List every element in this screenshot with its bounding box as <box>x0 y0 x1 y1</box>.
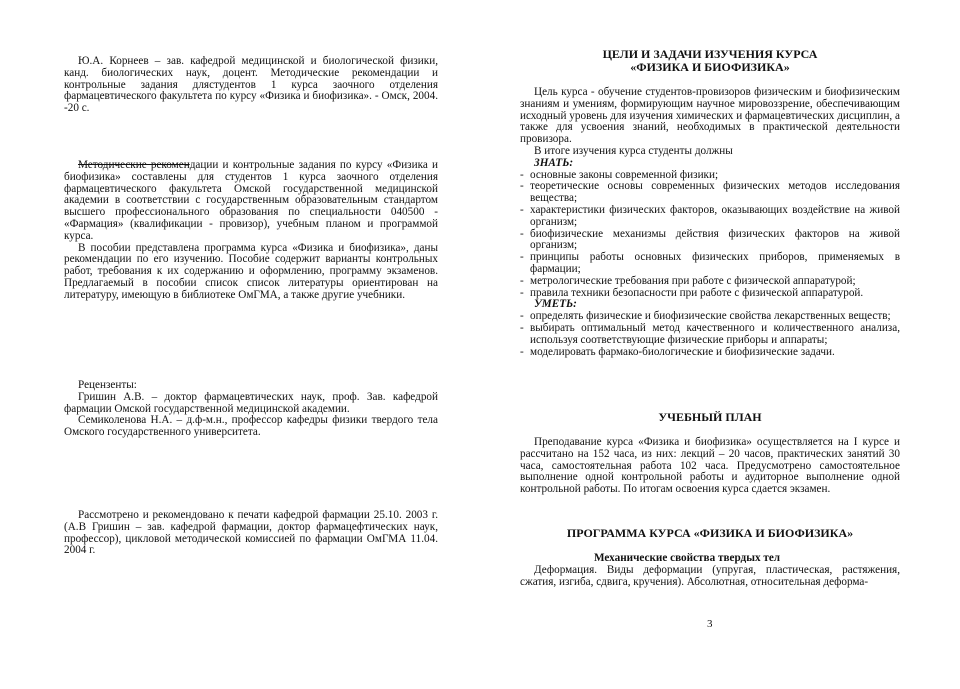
approval-block <box>64 510 438 557</box>
know-item: - метрологические требования при работе с физической аппаратурой; <box>520 276 900 288</box>
citation-text: Ю.А. Корнеев – зав. кафедрой медицинской и биологической физики, канд. биологических наук, доцент. Методические рекомендации и контрольные задания дляcтудентов 1 курса заочного отделения фармацевтического факультета по курсу «Физика и биофизика». - Омск, 2004. -20 с. <box>64 55 438 115</box>
program-block <box>520 553 900 588</box>
goals-intro: В итоге изучения курса студенты должны <box>534 144 733 157</box>
abstract-paragraph-1 <box>64 160 438 243</box>
can-label: УМЕТЬ: <box>534 298 577 311</box>
reviewer-2: Семиколенова Н.А. – д.ф-м.н., профессор кафедры физики твердого тела Омского государственного университета. <box>64 414 438 439</box>
right-page <box>480 0 960 689</box>
can-item: - выбирать оптимальный метод качественного и количественного анализа, используя соответствующие физические приборы и аппараты; <box>520 323 900 347</box>
plan-title: УЧЕБНЫЙ ПЛАН <box>658 410 762 424</box>
approval-text: Рассмотрено и рекомендовано к печати кафедрой фармации 25.10. 2003 г. (А.В Гришин – зав. кафедрой фармации, доктор фармацефтических наук, профессор), цикловой методической комиссией по фармации ОмГМА 11.04. 2004 г. <box>64 509 438 557</box>
plan-block <box>520 437 900 496</box>
plan-text: Преподавание курса «Физика и биофизика» осуществляется на I курсе и рассчитано на 152 часа, из них: лекций – 20 часов, практических занятий 30 часа, самостоятельная работа 102 часа. Предусмотрено самостоятельное выполнение одной контрольной работы и аудиторное выполнение одной контрольной работы. По итогам освоения курса сдается экзамен. <box>520 436 900 496</box>
citation-block <box>64 56 438 115</box>
know-item: - характеристики физических факторов, оказывающих воздействие на живой организм; <box>520 205 900 229</box>
page-number: 3 <box>707 618 713 630</box>
know-item: - правила техники безопасности при работе с физической аппаратурой. <box>520 288 900 300</box>
section-text: Деформация. Виды деформации (упругая, пластическая, растяжения, сжатия, изгиба, сдвига, кручения). Абсолютная, относительная деформа- <box>520 563 900 588</box>
goals-text: Цель курса - обучение студентов-провизоров физическим и биофизическим знаниям и умениям, формирующим научное мировоззрение, обеспечивающим исходный уровень для изучения химических и фармацевтических дисциплин, а также для усвоения знаний, необходимых в практической деятельности провизора. <box>520 86 900 146</box>
program-title: ПРОГРАММА КУРСА «ФИЗИКА И БИОФИЗИКА» <box>566 526 854 540</box>
can-item: - моделировать фармако-биологические и биофизические задачи. <box>520 347 900 359</box>
abstract-paragraph-2: В пособии представлена программа курса «Физика и биофизика», даны рекомендации по его изучению. Пособие содержит варианты контрольных работ, требования к их содержанию и оформлению, программу экзаменов. Предлагаемый в пособии список список литературы ориентирован на литературу, имеющую в библиотеке ОмГМА, а также другие учебники. <box>64 241 438 301</box>
abstract-text: дации и контрольные задания по курсу «Физика и биофизика» составлены для студентов 1 курса заочного отделения фармацевтического факультета Омской государственной медицинской академии в соответствии с государственным образовательным стандартом высшего профессионального образования по специальности 040500 - «Фармация» (квалификации - провизор), учебным планом и программой курса. <box>64 159 438 242</box>
goals-title <box>510 48 910 74</box>
reviewer-1: Гришин А.В. – доктор фармацевтических наук, проф. Зав. кафедрой фармации Омской государственной медицинской академии. <box>64 390 438 415</box>
abstract-block <box>64 160 438 302</box>
know-item: - основные законы современной физики; <box>520 170 900 182</box>
goals-title-line-1: ЦЕЛИ И ЗАДАЧИ ИЗУЧЕНИЯ КУРСА <box>602 47 818 61</box>
reviewers-block <box>64 380 438 439</box>
know-item: - принципы работы основных физических приборов, применяемых в фармации; <box>520 252 900 276</box>
know-item: - теоретические основы современных физических методов исследования вещества; <box>520 181 900 205</box>
section-title: Механические свойства твердых тел <box>594 552 781 564</box>
can-list <box>520 311 900 358</box>
reviewers-title: Рецензенты: <box>78 379 137 391</box>
goals-block <box>520 87 900 358</box>
know-item: - биофизические механизмы действия физических факторов на живой организм; <box>520 229 900 253</box>
know-list <box>520 170 900 300</box>
know-label: ЗНАТЬ: <box>534 156 574 169</box>
abstract-struck-words: Методические рекомен <box>78 159 190 171</box>
can-item: - определять физические и биофизические свойства лекарственных веществ; <box>520 311 900 323</box>
goals-title-line-2: «ФИЗИКА И БИОФИЗИКА» <box>630 60 790 74</box>
